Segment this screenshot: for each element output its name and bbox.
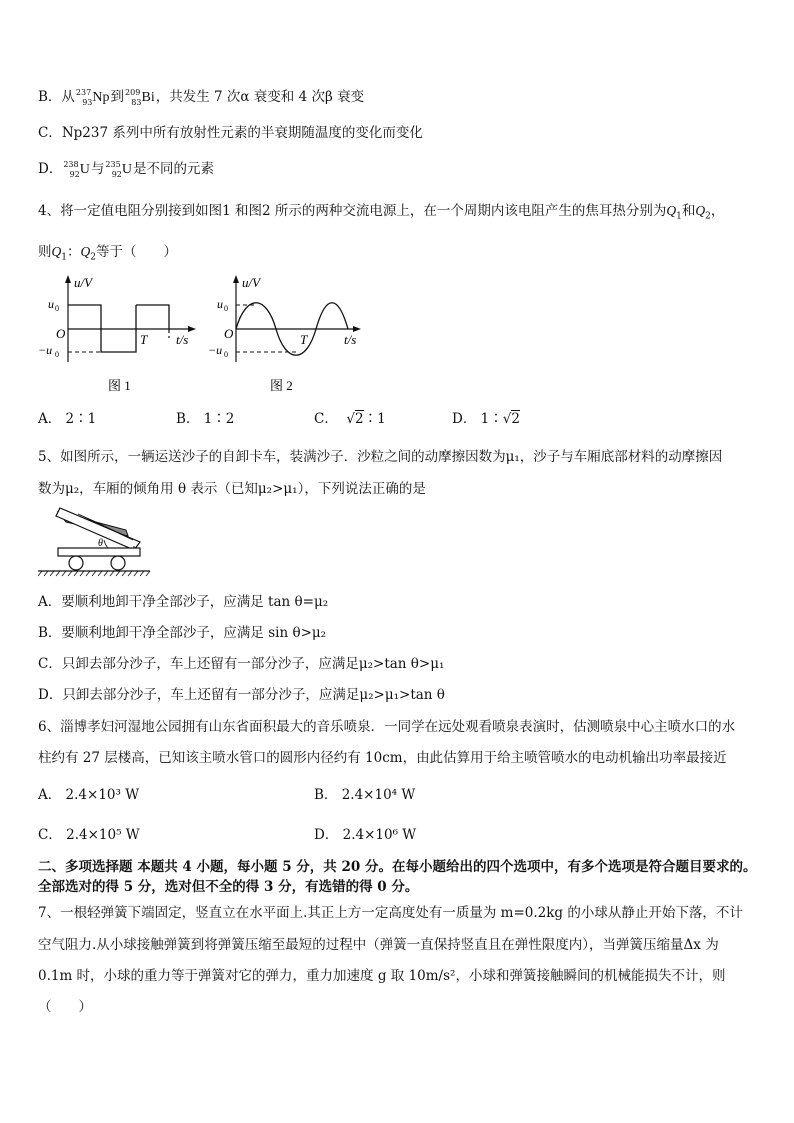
fig2-y-label: u/V bbox=[242, 275, 261, 290]
q7-stem-line2: 空气阻力.从小球接触弹簧到将弹簧压缩至最短的过程中（弹簧一直保持竖直且在弹性限度内），当弹簧压缩量Δx 为 bbox=[38, 937, 719, 953]
fig1-T: T bbox=[140, 332, 148, 347]
q5-option-d: D．只卸去部分沙子，车上还留有一部分沙子，应满足μ₂>μ₁>tan θ bbox=[38, 687, 445, 703]
q4-option-c: C． √2∶1 bbox=[314, 411, 386, 427]
dump-truck-figure bbox=[38, 500, 158, 580]
fig1-caption: 图 1 bbox=[108, 378, 131, 393]
q7-stem-line3: 0.1m 时，小球的重力等于弹簧对它的弹力，重力加速度 g 取 10m/s²，小球和弹簧接触瞬间的机械能损失不计，则 bbox=[38, 968, 726, 984]
fig2-T: T bbox=[300, 332, 308, 347]
q4-stem-line2: 则$Q_1$：$Q_2$等于（ ） bbox=[38, 244, 177, 263]
section-2-heading-line2: 全部选对的得 5 分，选对但不全的得 3 分，有选错的得 0 分。 bbox=[38, 879, 419, 895]
option-label: B．从 bbox=[38, 89, 75, 105]
q5-option-a: A．要顺利地卸干净全部沙子，应满足 tan θ=μ₂ bbox=[38, 594, 329, 610]
q4-option-d: D． 1∶√2 bbox=[452, 411, 520, 427]
q6-option-d: D． 2.4×10⁶ W bbox=[314, 827, 417, 843]
q6-stem-line1: 6、淄博孝妇河湿地公园拥有山东省面积最大的音乐喷泉．一同学在远处观看喷泉表演时，估测喷泉中心主喷水口的水 bbox=[38, 719, 736, 735]
fig1-u0: u bbox=[48, 297, 54, 311]
q5-option-b: B．要顺利地卸干净全部沙子，应满足 sin θ>μ₂ bbox=[38, 625, 327, 641]
q5-option-c: C．只卸去部分沙子，车上还留有一部分沙子，应满足μ₂>tan θ>μ₁ bbox=[38, 656, 445, 672]
fig2-neg-u0: −u bbox=[208, 343, 223, 357]
svg-text:0: 0 bbox=[55, 304, 59, 313]
svg-text:0: 0 bbox=[55, 350, 59, 359]
fig2-origin: O bbox=[224, 326, 234, 341]
fig1-neg-u0: −u bbox=[38, 343, 53, 357]
fig2-t-label: t/s bbox=[344, 332, 357, 347]
fig1-origin: O bbox=[56, 326, 66, 341]
theta-label: θ bbox=[98, 538, 103, 549]
figure-2-sine-wave bbox=[208, 272, 378, 397]
svg-text:0: 0 bbox=[224, 350, 228, 359]
nuclide-np: $^{237}_{93}$Np bbox=[75, 88, 110, 107]
fig1-y-label: u/V bbox=[74, 275, 93, 290]
figure-1-square-wave bbox=[36, 272, 206, 397]
fig2-u0: u bbox=[217, 297, 223, 311]
fig2-caption: 图 2 bbox=[270, 378, 293, 393]
q3-option-b: B．从$^{237}_{93}$Np到$^{209}_{83}$Bi，共发生 7 次α 衰变和 4 次β 衰变 bbox=[38, 88, 365, 107]
q4-stem-line1: 4、将一定值电阻分别接到如图1 和图2 所示的两种交流电源上，在一个周期内该电阻产生的焦耳热分别为$Q_1$和$Q_2$， bbox=[38, 203, 725, 222]
q3-option-d: D．$^{238}_{92}$U与$^{235}_{92}$U是不同的元素 bbox=[38, 160, 215, 179]
nuclide-bi: $^{209}_{83}$Bi bbox=[125, 88, 155, 107]
nuclide-u235: $^{235}_{92}$U bbox=[105, 160, 133, 179]
q5-stem-line2: 数为μ₂，车厢的倾角用 θ 表示（已知μ₂>μ₁），下列说法正确的是 bbox=[38, 481, 426, 497]
section-2-heading-line1: 二、多项选择题 本题共 4 小题，每小题 5 分，共 20 分。在每小题给出的四个选项中，有多个选项是符合题目要求的。 bbox=[38, 859, 757, 875]
fig1-t-label: t/s bbox=[176, 332, 189, 347]
q6-option-c: C． 2.4×10⁵ W bbox=[38, 827, 140, 843]
q4-option-b: B． 1∶2 bbox=[176, 411, 235, 427]
q7-stem-line4: （ ） bbox=[38, 999, 92, 1015]
nuclide-u238: $^{238}_{92}$U bbox=[63, 160, 90, 179]
q7-stem-line1: 7、一根轻弹簧下端固定，竖直立在水平面上.其正上方一定高度处有一质量为 m=0.2kg 的小球从静止开始下落，不计 bbox=[38, 905, 743, 921]
q6-option-a: A． 2.4×10³ W bbox=[38, 787, 140, 803]
q5-stem-line1: 5、如图所示，一辆运送沙子的自卸卡车，装满沙子．沙粒之间的动摩擦因数为μ₁，沙子与车厢底部材料的动摩擦因 bbox=[38, 449, 723, 465]
q6-option-b: B． 2.4×10⁴ W bbox=[314, 787, 416, 803]
q6-stem-line2: 柱约有 27 层楼高，已知该主喷水管口的圆形内径约有 10cm，由此估算用于给主喷管喷水的电动机输出功率最接近 bbox=[38, 750, 727, 766]
svg-text:0: 0 bbox=[224, 304, 228, 313]
q3-option-c: C．Np237 系列中所有放射性元素的半衰期随温度的变化而变化 bbox=[38, 125, 423, 141]
q4-option-a: A． 2∶1 bbox=[38, 411, 97, 427]
